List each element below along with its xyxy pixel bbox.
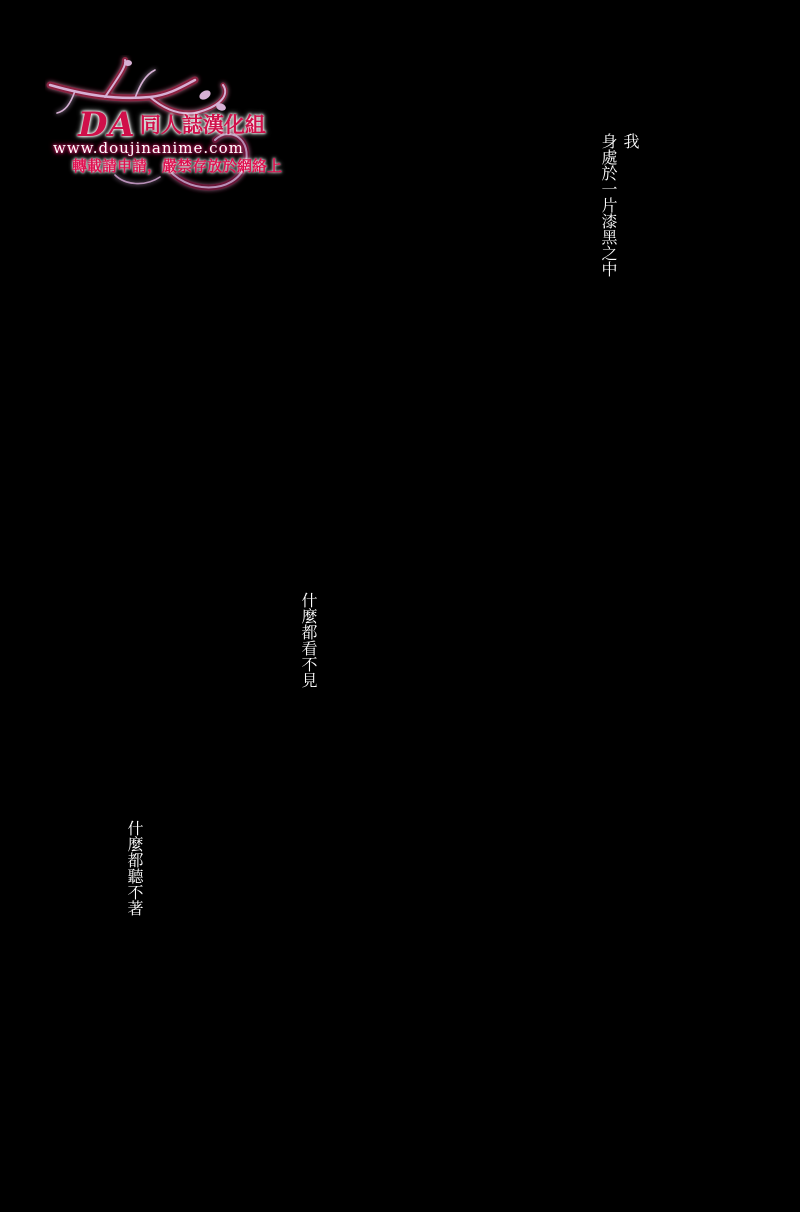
narration-line-3: 什麼都聽不著: [125, 820, 144, 916]
narration-line-2: 什麼都看不見: [299, 592, 318, 688]
watermark-logo: [45, 55, 320, 200]
logo-notice: 轉載請申請，嚴禁存放於網絡上: [72, 157, 283, 175]
narration-line-1a: 我: [621, 133, 640, 149]
logo-url: www.doujinanime.com: [53, 139, 244, 157]
logo-brand: DA: [78, 105, 136, 145]
logo-group-name: 同人誌漢化組: [139, 113, 266, 137]
narration-line-1b: 身處於一片漆黑之中: [599, 133, 618, 277]
